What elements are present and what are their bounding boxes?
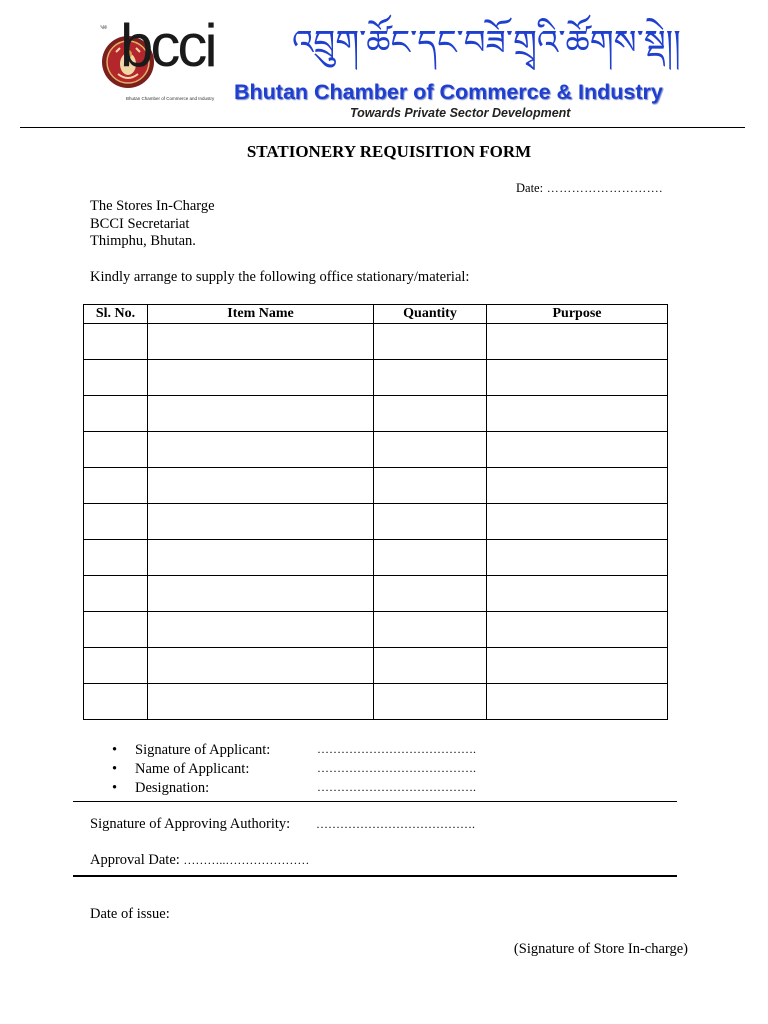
table-row [84, 576, 668, 612]
cell-sl-no[interactable] [84, 360, 148, 396]
designation-field[interactable]: …………………………………. [317, 780, 476, 794]
cell-purpose[interactable] [487, 504, 668, 540]
approving-authority-field[interactable]: …………………………………. [316, 817, 475, 831]
intro-text: Kindly arrange to supply the following office stationary/material: [90, 269, 470, 285]
cell-item-name[interactable] [148, 684, 374, 720]
cell-item-name[interactable] [148, 612, 374, 648]
cell-sl-no[interactable] [84, 324, 148, 360]
cell-quantity[interactable] [374, 504, 487, 540]
approval-date-row [90, 852, 309, 869]
cell-item-name[interactable] [148, 468, 374, 504]
cell-item-name[interactable] [148, 324, 374, 360]
bullet: • [112, 742, 118, 758]
items-table [83, 304, 668, 720]
cell-item-name[interactable] [148, 576, 374, 612]
logo-wordmark: bcci [120, 12, 215, 79]
cell-item-name[interactable] [148, 396, 374, 432]
cell-quantity[interactable] [374, 648, 487, 684]
list-item [112, 742, 532, 761]
approving-authority-label: Signature of Approving Authority: [90, 816, 291, 832]
table-row [84, 432, 668, 468]
cell-item-name[interactable] [148, 648, 374, 684]
applicant-name-field[interactable]: …………………………………. [317, 761, 476, 775]
list-item [112, 780, 532, 799]
cell-quantity[interactable] [374, 396, 487, 432]
cell-sl-no[interactable] [84, 576, 148, 612]
bullet: • [112, 761, 118, 777]
table-row [84, 684, 668, 720]
cell-quantity[interactable] [374, 576, 487, 612]
cell-purpose[interactable] [487, 396, 668, 432]
cell-sl-no[interactable] [84, 468, 148, 504]
cell-item-name[interactable] [148, 360, 374, 396]
cell-purpose[interactable] [487, 684, 668, 720]
org-name: Bhutan Chamber of Commerce & Industry [234, 80, 663, 104]
cell-sl-no[interactable] [84, 684, 148, 720]
table-row [84, 648, 668, 684]
cell-quantity[interactable] [374, 612, 487, 648]
cell-purpose[interactable] [487, 648, 668, 684]
cell-sl-no[interactable] [84, 396, 148, 432]
date-of-issue-label: Date of issue: [90, 906, 170, 922]
tagline: Towards Private Sector Development [350, 106, 571, 120]
applicant-signature-field[interactable]: …………………………………. [317, 742, 476, 756]
table-row [84, 612, 668, 648]
logo-caption: Bhutan Chamber of Commerce and Industry [126, 96, 215, 101]
date-label: Date: [516, 181, 544, 195]
cell-purpose[interactable] [487, 540, 668, 576]
section-divider-thick [73, 875, 677, 877]
table-row [84, 504, 668, 540]
cell-sl-no[interactable] [84, 648, 148, 684]
cell-purpose[interactable] [487, 468, 668, 504]
designation-label: Designation: [135, 780, 210, 796]
cell-purpose[interactable] [487, 360, 668, 396]
store-incharge-signature-label: (Signature of Store In-charge) [513, 941, 688, 957]
section-divider [73, 801, 677, 802]
cell-purpose[interactable] [487, 324, 668, 360]
approval-date-label: Approval Date: [90, 852, 180, 868]
recipient-address [90, 198, 215, 251]
cell-item-name[interactable] [148, 432, 374, 468]
table-row [84, 360, 668, 396]
cell-purpose[interactable] [487, 432, 668, 468]
table-row [84, 396, 668, 432]
cell-quantity[interactable] [374, 360, 487, 396]
applicant-name-label: Name of Applicant: [135, 761, 250, 777]
table-row [84, 468, 668, 504]
table-header-row [84, 305, 668, 324]
cell-sl-no[interactable] [84, 432, 148, 468]
col-header-item-name: Item Name [148, 305, 374, 324]
form-title: STATIONERY REQUISITION FORM [246, 142, 532, 161]
applicant-signature-label: Signature of Applicant: [135, 742, 271, 758]
col-header-quantity: Quantity [374, 305, 487, 324]
header-divider [20, 127, 745, 128]
cell-quantity[interactable] [374, 684, 487, 720]
cell-quantity[interactable] [374, 540, 487, 576]
approving-authority-row [90, 816, 475, 833]
cell-quantity[interactable] [374, 468, 487, 504]
list-item [112, 761, 532, 780]
approval-date-field[interactable]: ………..………………… [183, 853, 310, 867]
col-header-sl-no: Sl. No. [84, 305, 148, 324]
cell-item-name[interactable] [148, 504, 374, 540]
bullet: • [112, 780, 118, 796]
logo-top-script: ༄༅ [100, 25, 107, 31]
cell-sl-no[interactable] [84, 540, 148, 576]
date-row [516, 180, 663, 197]
table-body [84, 324, 668, 720]
applicant-details [112, 742, 532, 799]
table-row [84, 540, 668, 576]
cell-quantity[interactable] [374, 324, 487, 360]
dzongkha-org-name: འབྲུག་ཚོང་དང་བཟོ་གྲྭའི་ཚོགས་སྡེ།། [292, 23, 681, 63]
cell-sl-no[interactable] [84, 612, 148, 648]
cell-item-name[interactable] [148, 540, 374, 576]
address-line: The Stores In-Charge [90, 198, 215, 214]
col-header-purpose: Purpose [487, 305, 668, 324]
cell-sl-no[interactable] [84, 504, 148, 540]
cell-quantity[interactable] [374, 432, 487, 468]
cell-purpose[interactable] [487, 612, 668, 648]
table-row [84, 324, 668, 360]
date-field[interactable]: ………………………. [546, 181, 663, 195]
address-line: Thimphu, Bhutan. [90, 233, 196, 249]
cell-purpose[interactable] [487, 576, 668, 612]
address-line: BCCI Secretariat [90, 215, 190, 232]
